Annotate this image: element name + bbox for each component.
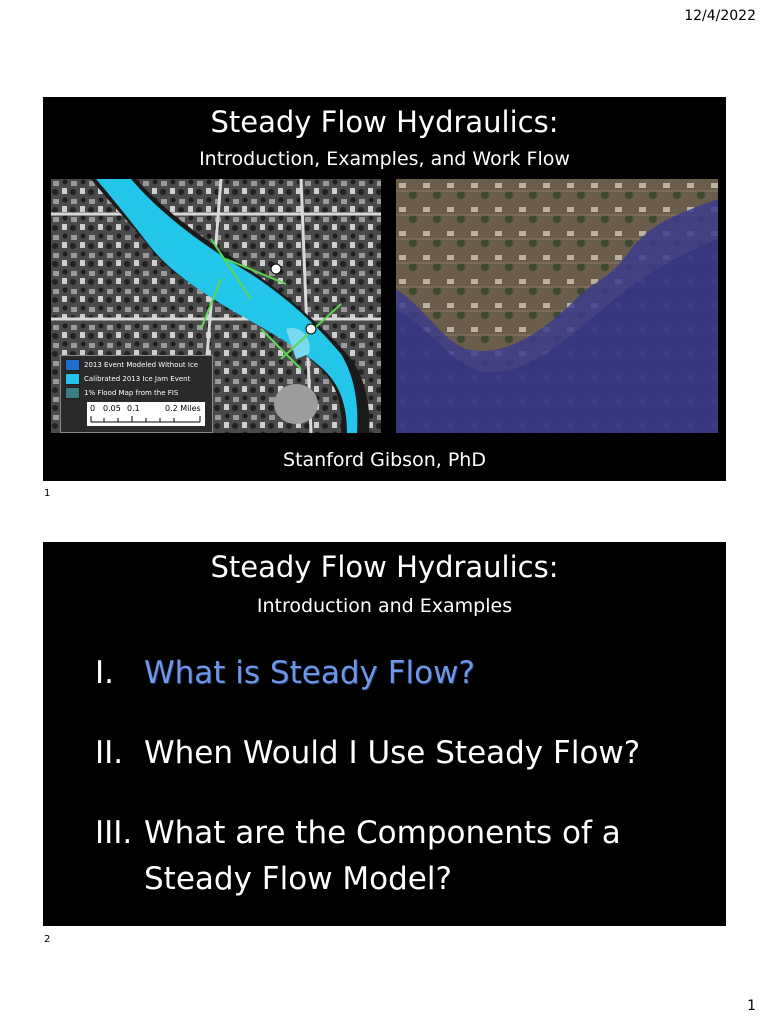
slide-title: Steady Flow Hydraulics: <box>210 550 559 584</box>
outline-text: What are the Components of a <box>144 815 621 851</box>
legend-label: 2013 Event Modeled Without Ice <box>84 360 199 369</box>
scale-bar <box>87 402 205 426</box>
outline-text-continued: Steady Flow Model? <box>144 861 452 897</box>
page-number: 1 <box>747 998 756 1014</box>
legend-item <box>65 387 178 398</box>
outline-numeral: II. <box>95 735 124 771</box>
outline-numeral: III. <box>95 815 133 851</box>
legend-label: 1% Flood Map from the FIS <box>84 388 179 397</box>
map-legend <box>60 355 213 433</box>
scale-label: 0.2 Miles <box>165 404 201 413</box>
legend-item <box>65 373 190 384</box>
legend-item <box>65 359 198 370</box>
slide-number: 2 <box>44 934 51 945</box>
legend-swatch <box>65 359 80 371</box>
scale-label: 0.1 <box>127 404 140 413</box>
legend-swatch <box>65 387 80 399</box>
scale-label: 0 <box>90 404 96 413</box>
legend-label: Calibrated 2013 Ice Jam Event <box>84 374 191 383</box>
outline-text: When Would I Use Steady Flow? <box>144 735 641 771</box>
slide-subtitle: Introduction, Examples, and Work Flow <box>199 148 570 170</box>
slide-author: Stanford Gibson, PhD <box>283 449 486 471</box>
slide-number: 1 <box>44 488 51 499</box>
scale-label: 0.05 <box>103 404 121 413</box>
aerial-flood-inundation-image <box>396 179 718 433</box>
slide-title: Steady Flow Hydraulics: <box>210 105 559 139</box>
outline-text-highlighted: What is Steady Flow? <box>144 655 475 691</box>
outline-item <box>95 815 695 905</box>
slide-1 <box>43 97 726 481</box>
outline-numeral: I. <box>95 655 114 691</box>
slide-subtitle: Introduction and Examples <box>256 595 513 617</box>
legend-swatch <box>65 373 80 385</box>
page-date: 12/4/2022 <box>684 8 756 24</box>
slide-2 <box>43 542 726 926</box>
river-flood-map-image <box>51 179 381 433</box>
